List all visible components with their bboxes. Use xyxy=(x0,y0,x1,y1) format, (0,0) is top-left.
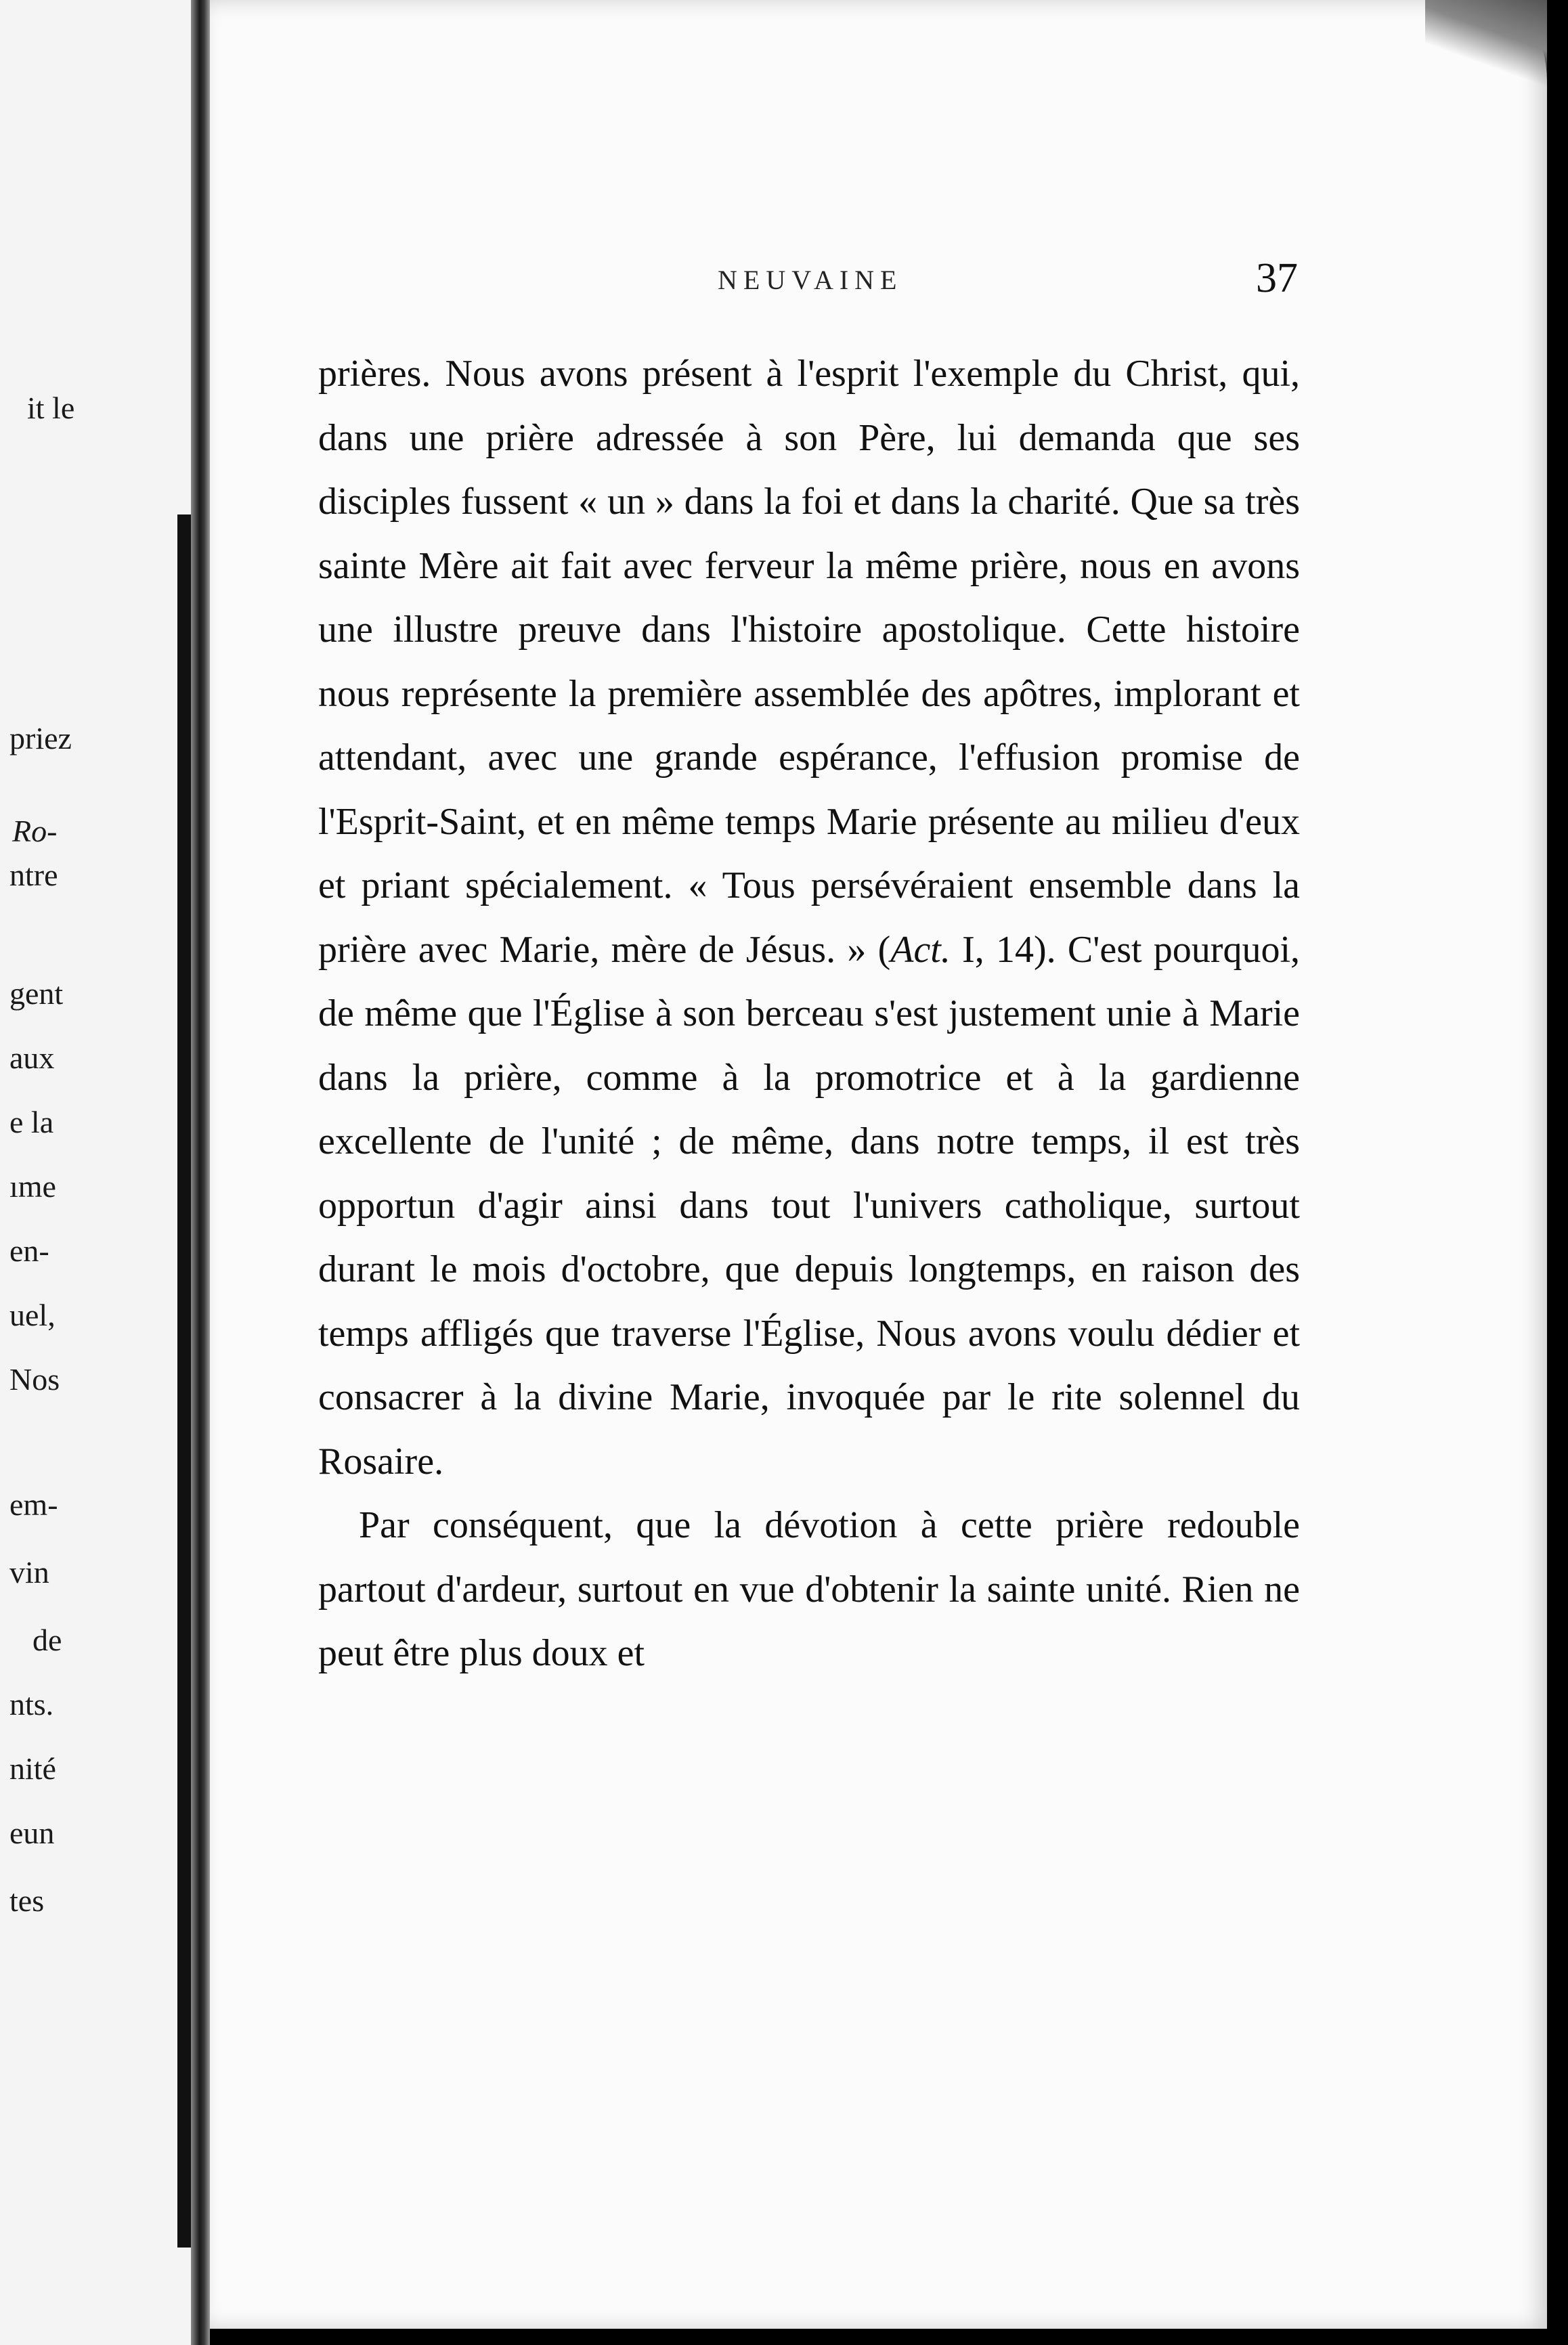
left-page-fragment: nité xyxy=(9,1751,56,1786)
left-page-fragment: ıme xyxy=(9,1169,56,1204)
page-number: 37 xyxy=(1256,255,1298,301)
left-page-fragment: gent xyxy=(9,976,64,1011)
left-page-fragment: aux xyxy=(9,1040,55,1075)
left-page-fragment: de xyxy=(32,1623,62,1657)
left-page-fragment: en- xyxy=(9,1233,49,1268)
citation-act: Act. xyxy=(890,928,951,971)
left-page-fragment: tes xyxy=(9,1883,45,1918)
paragraph-1 xyxy=(318,342,1300,1493)
paragraph-1-text-continued: I, 14). C'est pourquoi, de même que l'Église à son berceau s'est justement unie à Marie dans la prière, comme à la promotrice et à la gardienne excellente de l'unité ; de même, dans notre temps, il est très opportun d'agir ainsi dans tout l'univers catholique, surtout durant le mois d'octobre, que depuis longtemps, en raison des temps affligés que traverse l'Église, Nous avons voulu dédier et consacrer à la divine Marie, invoquée par le rite solennel du Rosaire. xyxy=(318,928,1301,1483)
left-page-fragment: vin xyxy=(9,1555,49,1590)
left-page-fragment: em- xyxy=(9,1487,58,1522)
left-page-fragment: uel, xyxy=(9,1298,56,1332)
page-corner-shadow xyxy=(1425,0,1547,102)
left-page-fragment: ntre xyxy=(9,858,58,892)
left-page-fragment: nts. xyxy=(9,1687,54,1722)
previous-page xyxy=(0,0,203,2345)
left-page-fragment: it le xyxy=(27,391,75,425)
left-page-fragment: eun xyxy=(9,1816,55,1850)
page-body xyxy=(318,342,1300,1686)
left-page-fragment: e la xyxy=(9,1105,54,1139)
left-page-fragment: Nos xyxy=(9,1362,60,1397)
paragraph-2: Par conséquent, que la dévotion à cette prière redouble partout d'ardeur, surtout en vue d'obtenir la sainte unité. Rien ne peut être plus doux et xyxy=(318,1504,1300,1674)
book-gutter xyxy=(191,0,210,2345)
paragraph-1-text: prières. Nous avons présent à l'esprit l'exemple du Christ, qui, dans une prière adressée à son Père, lui demanda que ses disciples fussent « un » dans la foi et dans la charité. Que sa très sainte Mère ait fait avec ferveur la même prière, nous en avons une illustre preuve dans l'histoire apostolique. Cette histoire nous représente la première assemblée des apôtres, implorant et attendant, avec une grande espérance, l'effusion promise de l'Esprit-Saint, et en même temps Marie présente au milieu d'eux et priant spécialement. « Tous persévéraient ensemble dans la prière avec Marie, mère de Jésus. » ( xyxy=(318,353,1300,971)
left-page-fragment: Ro- xyxy=(12,814,58,848)
left-page-fragment: priez xyxy=(9,721,72,755)
running-title: NEUVAINE xyxy=(718,265,903,295)
